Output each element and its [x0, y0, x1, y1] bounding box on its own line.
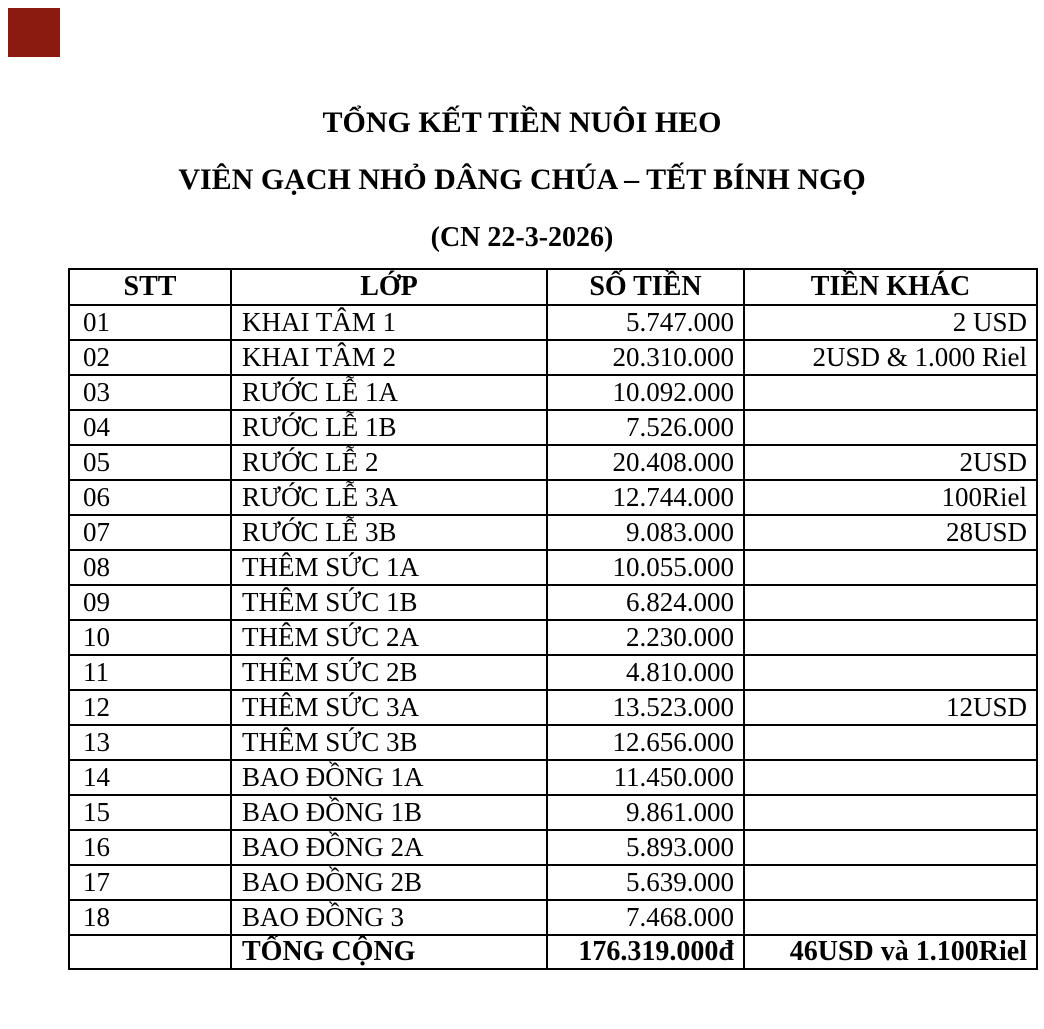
- column-header-lop: LỚP: [231, 269, 547, 305]
- cell-tien-khac: [744, 795, 1037, 830]
- table-row: [69, 620, 1037, 655]
- table-row: [69, 480, 1037, 515]
- page-subtitle: VIÊN GẠCH NHỎ DÂNG CHÚA – TẾT BÍNH NGỌ: [178, 163, 866, 196]
- cell-so-tien: 6.824.000: [547, 585, 744, 620]
- cell-stt: 01: [69, 305, 231, 340]
- cell-so-tien: 10.092.000: [547, 375, 744, 410]
- cell-tien-khac: [744, 550, 1037, 585]
- table-row: [69, 410, 1037, 445]
- cell-so-tien: 12.744.000: [547, 480, 744, 515]
- cell-so-tien: 20.310.000: [547, 340, 744, 375]
- red-square-marker: [8, 8, 60, 57]
- cell-lop: BAO ĐỒNG 1A: [231, 760, 547, 795]
- cell-tien-khac: 100Riel: [744, 480, 1037, 515]
- cell-stt: 10: [69, 620, 231, 655]
- cell-tien-khac: 2 USD: [744, 305, 1037, 340]
- total-empty-cell: [69, 935, 231, 969]
- cell-lop: KHAI TÂM 2: [231, 340, 547, 375]
- cell-so-tien: 13.523.000: [547, 690, 744, 725]
- table-total-row: [69, 935, 1037, 969]
- cell-so-tien: 9.083.000: [547, 515, 744, 550]
- cell-stt: 05: [69, 445, 231, 480]
- total-label: TỔNG CỘNG: [231, 935, 547, 969]
- cell-tien-khac: 2USD: [744, 445, 1037, 480]
- cell-lop: THÊM SỨC 1B: [231, 585, 547, 620]
- cell-tien-khac: 28USD: [744, 515, 1037, 550]
- cell-lop: THÊM SỨC 2A: [231, 620, 547, 655]
- cell-stt: 08: [69, 550, 231, 585]
- cell-stt: 07: [69, 515, 231, 550]
- cell-so-tien: 9.861.000: [547, 795, 744, 830]
- cell-lop: BAO ĐỒNG 1B: [231, 795, 547, 830]
- cell-tien-khac: [744, 865, 1037, 900]
- cell-lop: KHAI TÂM 1: [231, 305, 547, 340]
- cell-stt: 03: [69, 375, 231, 410]
- cell-stt: 17: [69, 865, 231, 900]
- cell-tien-khac: 2USD & 1.000 Riel: [744, 340, 1037, 375]
- table-row: [69, 585, 1037, 620]
- table-row: [69, 550, 1037, 585]
- cell-tien-khac: [744, 655, 1037, 690]
- cell-so-tien: 5.747.000: [547, 305, 744, 340]
- total-so-tien: 176.319.000đ: [547, 935, 744, 969]
- cell-lop: RƯỚC LỄ 2: [231, 445, 547, 480]
- cell-tien-khac: 12USD: [744, 690, 1037, 725]
- cell-so-tien: 4.810.000: [547, 655, 744, 690]
- cell-so-tien: 7.468.000: [547, 900, 744, 935]
- table-row: [69, 655, 1037, 690]
- cell-lop: RƯỚC LỄ 1A: [231, 375, 547, 410]
- cell-tien-khac: [744, 760, 1037, 795]
- cell-tien-khac: [744, 410, 1037, 445]
- cell-stt: 18: [69, 900, 231, 935]
- cell-so-tien: 11.450.000: [547, 760, 744, 795]
- cell-stt: 13: [69, 725, 231, 760]
- cell-tien-khac: [744, 620, 1037, 655]
- cell-tien-khac: [744, 900, 1037, 935]
- cell-lop: THÊM SỨC 3A: [231, 690, 547, 725]
- table-row: [69, 375, 1037, 410]
- cell-so-tien: 7.526.000: [547, 410, 744, 445]
- column-header-stt: STT: [69, 269, 231, 305]
- cell-tien-khac: [744, 585, 1037, 620]
- cell-so-tien: 5.639.000: [547, 865, 744, 900]
- table-row: [69, 305, 1037, 340]
- table-row: [69, 445, 1037, 480]
- summary-table: [68, 268, 1038, 970]
- cell-so-tien: 20.408.000: [547, 445, 744, 480]
- cell-so-tien: 10.055.000: [547, 550, 744, 585]
- cell-lop: THÊM SỨC 1A: [231, 550, 547, 585]
- page-title: TỔNG KẾT TIỀN NUÔI HEO: [322, 106, 722, 139]
- cell-stt: 09: [69, 585, 231, 620]
- table-row: [69, 760, 1037, 795]
- cell-lop: THÊM SỨC 3B: [231, 725, 547, 760]
- column-header-tien-khac: TIỀN KHÁC: [744, 269, 1037, 305]
- cell-so-tien: 12.656.000: [547, 725, 744, 760]
- cell-tien-khac: [744, 830, 1037, 865]
- cell-stt: 14: [69, 760, 231, 795]
- cell-lop: THÊM SỨC 2B: [231, 655, 547, 690]
- page-date: (CN 22-3-2026): [430, 222, 614, 253]
- table-row: [69, 725, 1037, 760]
- cell-lop: BAO ĐỒNG 2B: [231, 865, 547, 900]
- total-tien-khac: 46USD và 1.100Riel: [744, 935, 1037, 969]
- table-row: [69, 340, 1037, 375]
- cell-stt: 12: [69, 690, 231, 725]
- cell-stt: 11: [69, 655, 231, 690]
- table-row: [69, 690, 1037, 725]
- table-row: [69, 795, 1037, 830]
- table-row: [69, 830, 1037, 865]
- cell-so-tien: 5.893.000: [547, 830, 744, 865]
- cell-stt: 04: [69, 410, 231, 445]
- cell-stt: 15: [69, 795, 231, 830]
- cell-stt: 06: [69, 480, 231, 515]
- table-row: [69, 900, 1037, 935]
- cell-lop: RƯỚC LỄ 1B: [231, 410, 547, 445]
- cell-lop: BAO ĐỒNG 2A: [231, 830, 547, 865]
- table-body: [69, 305, 1037, 935]
- cell-lop: RƯỚC LỄ 3B: [231, 515, 547, 550]
- column-header-so-tien: SỐ TIỀN: [547, 269, 744, 305]
- cell-tien-khac: [744, 375, 1037, 410]
- table-header-row: [69, 269, 1037, 305]
- cell-tien-khac: [744, 725, 1037, 760]
- cell-stt: 02: [69, 340, 231, 375]
- cell-lop: RƯỚC LỄ 3A: [231, 480, 547, 515]
- cell-so-tien: 2.230.000: [547, 620, 744, 655]
- cell-lop: BAO ĐỒNG 3: [231, 900, 547, 935]
- table-row: [69, 515, 1037, 550]
- table-row: [69, 865, 1037, 900]
- cell-stt: 16: [69, 830, 231, 865]
